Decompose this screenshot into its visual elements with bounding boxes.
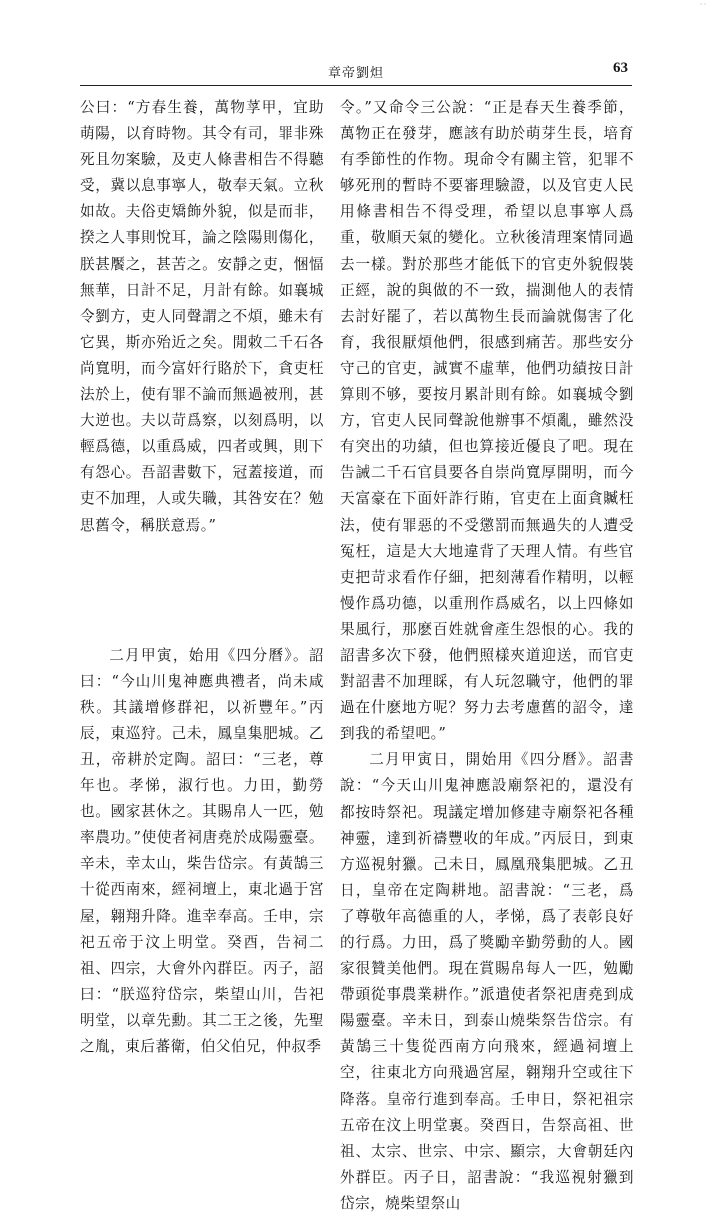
corner-mark: ﾟﾟ	[700, 3, 708, 12]
running-title: 章帝劉炟	[327, 66, 384, 81]
right-paragraph-1: 令。”又命令三公說：“正是春天生養季節，萬物正在發芽，應該有助於萌芽生長，培育有季節性的作物。現命令有關主管，犯罪不够死刑的暫時不要審理驗證，以及官吏人民用條書相告不得受理，希望以息事寧人爲重，敬順天氣的變化。立秋後清理案情同過去一樣。對於那些才能低下的官吏外貌假裝正經，說的與做的不一致，揣測他人的表情去討好罷了，若以萬物生長而論就傷害了化育，我很厭煩他們，很感到痛苦。那些安分守己的官吏，誠實不虛華，他們功績按日計算則不够，要按月累計則有餘。如襄城令劉方，官吏人民同聲說他辦事不煩亂，雖然没有突出的功績，但也算接近優良了吧。現在告誡二千石官員要各自崇尚寬厚開明，而今天富豪在下面奸詐行賄，官吏在上面貪贓枉法，使有罪惡的不受懲罰而無過失的人遭受冤枉，這是大大地違背了天理人情。有些官吏把苛求看作仔細，把刻薄看作精明，以輕慢作爲功德，以重刑作爲威名，以上四條如果風行，那麽百姓就會產生怨恨的心。我的詔書多次下發，他們照樣夾道迎送，而官吏對詔書不加理睬，有人玩忽職守，他們的罪過在什麽地方呢？努力去考慮舊的詔令，達到我的希望吧。”	[340, 99, 634, 743]
left-column-original-text	[80, 95, 324, 1055]
right-column-translation	[340, 95, 634, 1212]
left-paragraph-1: 公曰：“方春生養，萬物莩甲，宜助萌陽，以育時物。其令有司，罪非殊死且勿案驗，及吏人條書相告不得聽受，冀以息事寧人，敬奉天氣。立秋如故。夫俗吏矯飾外貌，似是而非，揆之人事則悅耳，論之陰陽則傷化，朕甚饜之，甚苦之。安靜之吏，悃愊無華，日計不足，月計有餘。如襄城令劉方，吏人同聲謂之不煩，雖未有它異，斯亦殆近之矣。閒敕二千石各尚寬明，而今富奸行賂於下，貪吏枉法於上，使有罪不論而無過被刑，甚大逆也。夫以苛爲察，以刻爲明，以輕爲德，以重爲威，四者或興，則下有怨心。吾詔書數下，冠蓋接道，而吏不加理，人或失職，其咎安在？勉思舊令，稱朕意焉。”	[80, 99, 324, 534]
header-rule	[80, 85, 632, 86]
page-number: 63	[613, 60, 628, 76]
right-paragraph-2: 二月甲寅日，開始用《四分曆》。詔書說：“今天山川鬼神應設廟祭祀的，還没有都按時祭祀。現議定增加修建寺廟祭祀各種神靈，達到祈禱豐收的年成。”丙辰日，到東方巡視射獵。己未日，鳳凰飛集肥城。乙丑日，皇帝在定陶耕地。詔書說：“三老，爲了尊敬年高德重的人，孝悌，爲了表彰良好的行爲。力田，爲了獎勵辛勤勞動的人。國家很贊美他們。現在賞賜帛每人一匹，勉勵帶頭從事農業耕作。”派遣使者祭祀唐堯到成陽靈臺。辛未日，到泰山燒柴祭告岱宗。有黃鵠三十隻從西南方向飛來，經過祠壇上空，往東北方向飛過宮屋，翱翔升空或往下降落。皇帝行進到奉高。壬申日，祭祀祖宗五帝在汶上明堂裏。癸酉日，告祭高祖、世祖、太宗、世宗、中宗、顯宗，大會朝廷內外群臣。丙子日，詔書說：“我巡視射獵到岱宗，燒柴望祭山	[340, 751, 634, 1212]
page-header	[80, 60, 632, 82]
left-paragraph-2: 二月甲寅，始用《四分曆》。詔曰：“今山川鬼神應典禮者，尚未咸秩。其議增修群祀，以祈豐年。”丙辰，東巡狩。己未，鳳皇集肥城。乙丑，帝耕於定陶。詔曰：“三老，尊年也。孝悌，淑行也。力田，勤勞也。國家甚休之。其賜帛人一匹，勉率農功。”使使者祠唐堯於成陽靈臺。辛未，幸太山，柴告岱宗。有黃鵠三十從西南來，經祠壇上，東北過于宮屋，翱翔升降。進幸奉高。壬申，宗祀五帝于汶上明堂。癸酉，告祠二祖、四宗，大會外內群臣。丙子，詔曰：“朕巡狩岱宗，柴望山川，告祀明堂，以章先勳。其二王之後，先聖之胤，東后蕃衛，伯父伯兄，仲叔季	[80, 646, 324, 1055]
